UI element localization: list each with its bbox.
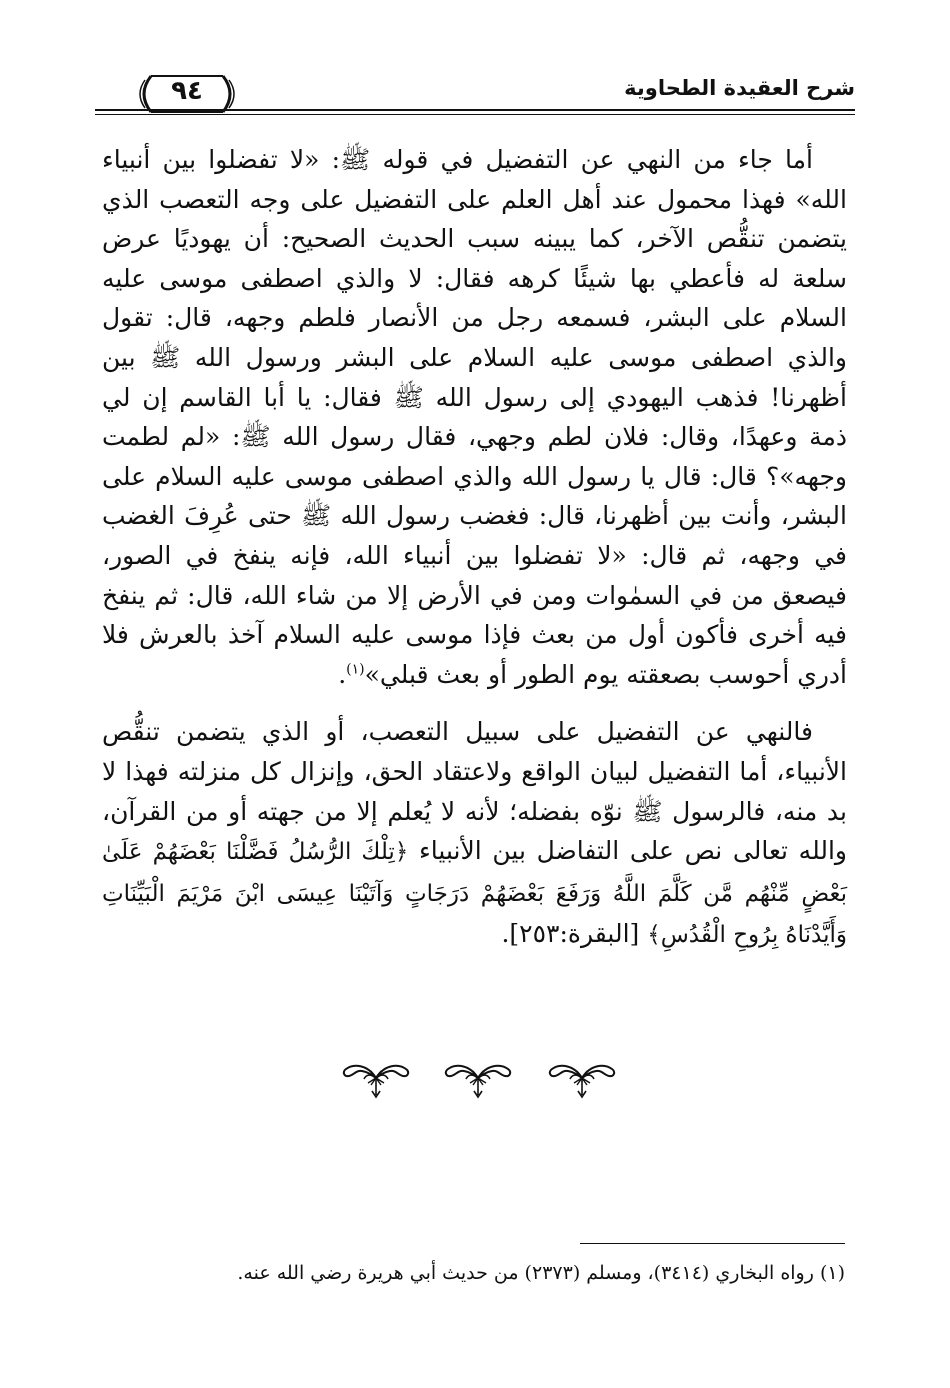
main-text <box>102 140 847 974</box>
paragraph <box>102 140 847 694</box>
fleuron-icon <box>442 1055 514 1101</box>
footnote-separator <box>580 1243 845 1244</box>
paragraph-end-mark: . <box>501 919 510 949</box>
paragraph <box>102 712 847 956</box>
running-header <box>95 62 855 126</box>
page-number-badge <box>133 70 241 118</box>
paragraph-end-mark: . <box>338 659 347 689</box>
paragraph-text: أما جاء من النهي عن التفضيل في قوله ﷺ: «لا تفضلوا بين أنبياء الله» فهذا محمول عند أهل العلم على التفضيل على وجه التعصب الذي يتضمن تنقُّص الآخر، كما يبينه سبب الحديث الصحيح: أن يهوديًا عرض سلعة له فأعطي بها شيئًا كرهه فقال: لا والذي اصطفى موسى عليه السلام على البشر، فسمعه رجل من الأنصار فلطم وجهه، قال: تقول والذي اصطفى موسى عليه السلام على البشر ورسول الله ﷺ بين أظهرنا! فذهب اليهودي إلى رسول الله ﷺ فقال: يا أبا القاسم إن لي ذمة وعهدًا، وقال: فلان لطم وجهي، فقال رسول الله ﷺ: «لم لطمت وجهه»؟ قال: قال يا رسول الله والذي اصطفى موسى عليه السلام على البشر، وأنت بين أظهرنا، قال: فغضب رسول الله ﷺ حتى عُرِفَ الغضب في وجهه، ثم قال: «لا تفضلوا بين أنبياء الله، فإنه ينفخ في الصور، فيصعق من في السمٰوات ومن في الأرض إلا من شاء الله، قال: ثم ينفخ فيه أخرى فأكون أول من بعث فإذا موسى عليه السلام آخذ بالعرش فلا أدري أحوسب بصعقته يوم الطور أو بعث قبلي» <box>102 145 847 689</box>
section-ornaments <box>340 1055 620 1105</box>
quran-reference: [البقرة:٢٥٣] <box>509 919 640 949</box>
book-title: شرح العقيدة الطحاوية <box>624 76 855 100</box>
fleuron-icon <box>546 1055 618 1101</box>
paragraph-text: فالنهي عن التفضيل على سبيل التعصب، أو الذي يتضمن تنقُّص الأنبياء، أما التفضيل لبيان الواقع ولاعتقاد الحق، وإنزال كل منزلته فهذا لا بد منه، فالرسول ﷺ نوّه بفضله؛ لأنه لا يُعلم إلا من جهته أو من القرآن، والله تعالى نص على التفاضل بين الأنبياء <box>102 717 847 866</box>
footnote: (١) رواه البخاري (٣٤١٤)، ومسلم (٢٣٧٣) من حديث أبي هريرة رضي الله عنه. <box>237 1262 845 1284</box>
footnote-reference: (١) <box>346 661 365 678</box>
fleuron-icon <box>340 1055 412 1101</box>
quran-verse: ﴿تِلْكَ الرُّسُلُ فَضَّلْنَا بَعْضَهُمْ عَلَىٰ بَعْضٍ مِّنْهُم مَّن كَلَّمَ اللَّهُ وَرَفَعَ بَعْضَهُمْ دَرَجَاتٍ وَآتَيْنَا عِيسَى ابْنَ مَرْيَمَ الْبَيِّنَاتِ وَأَيَّدْنَاهُ بِرُوحِ الْقُدُسِ﴾ <box>102 839 847 949</box>
page-number: ٩٤ <box>171 76 203 106</box>
